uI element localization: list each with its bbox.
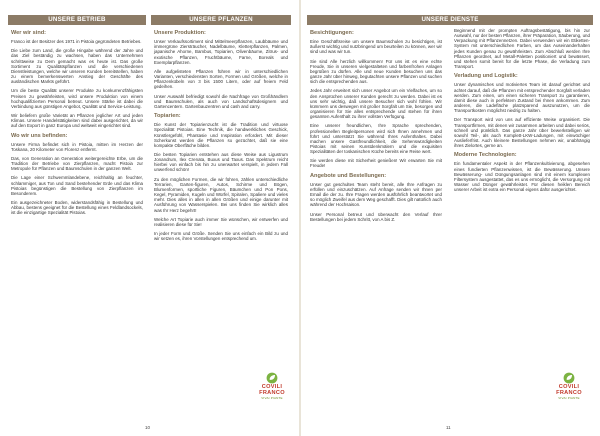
paragraph: Unser gut geschultes Team steht bereit, alle Ihre Anfragen zu erfüllen und einzuschätzen. Auf Anfrage senden wir Ihnen per Email die der zu. Ihre Fragen werden ausführlich beantwortet und so möglich Zweifel aus dem Weg geschafft. Dies gilt natürlich auch während der Hochsaison. [310,181,442,208]
column-body [307,25,445,222]
paragraph: Unser Auswahl befriedigt sowohl die Nachfrage von Großhändlern und Baumschulen, als auch von Landschaftsdesignern und Gartencentern. Gartenbauzentren und cash and carry. [154,93,288,109]
logo-brand-line2: FRANCO [556,390,582,396]
paragraph: Das, von Generation an Generation weitergereichte Erbe, um die Tradition der Betriebe von Zierpflanzen, macht Pistoia zur Metropole für Pflanzen und Baumschulen in der ganzen Welt. [11,155,143,172]
page-number: 10 [145,425,151,430]
paragraph: Unser Personal betreut und überwacht den Verlauf Ihrer Bestellungen bei jedem Schritt, von A bis Z. [310,211,442,222]
column-body [451,25,593,192]
paragraph: Unser dynamisches und motiviertes Team ist darauf gerichtet und achtet darauf, daß die Pflanzen mit entsprechender Sorgfalt verladen werden. Zum einen, um einen sicheren Transport zu garantieren, damit diese auch in perfektem Zustand bei Ihnen ankommen. Zum anderen, die Ladefläche platzsparend auszunutzen, um die Transportkosten möglichst niedrig zu halten. [454,82,590,114]
leaf-logo-icon [563,372,575,384]
paragraph: Wir beliefern große Varietät an Pflanzen jeglicher Art und jeden Klimas. Unsere Handelstätigkeiten sind dabei ausgerichtet, da wir auf den Export in ganz Europa und weltweit eingerichtet sind. [11,113,143,129]
paragraph: Um die beste Qualität unserer Produkte zu konkurrenzfähigsten Preisen zu gewährleisten, wird unsere Produktion von einem hochqualifizierten Personal betreut. Unsere Stärke ist dabei die Verbindung aus günstigen Angebot, Qualität und Service-Leistung. [11,88,143,109]
paragraph: Sie werden diese mit Sicherheit genießen! Wir erwarten Sie mit Freude! [310,158,442,169]
paragraph: Sie sind Alle herzlich willkommen! Für uns ist es eine echte Freude, Sie in unseren vielgestalteten und farbenfrohen Anlagen begrüßen zu dürfen. Alle und neue Kunden besuchen uns das ganze Jahr über hinweg, begutachten unsere Pflanzen und suchen sich die entsprechenden aus. [310,58,442,85]
section-title-betrieb: UNSERE BETRIEB [8,15,146,25]
column-body [151,25,291,241]
paragraph: Welche Art Topiarie auch immer Sie wünschen, wir entwerfen und realisieren diese für Sie! [154,216,288,227]
column-dienste-right [451,25,593,196]
leaf-logo-icon [266,372,278,384]
left-page [0,0,299,436]
page-number: 11 [446,425,451,430]
paragraph: In jeder Form und Größe. Senden Sie uns einfach ein Bild zu und wir setzen es, ihren Vorstellungen entsprechend um. [154,231,288,242]
paragraph: Die Kunst der Topiarienzucht ist die Tradition und virtuose Spezialität Pistoias. Eine Technik, die handwerkliches Geschick, Künstlergefühl, Phantasie und Inspiration erfordert. Mit dieser Scherkunst werden die Pflanzen so gezüchtet, daß sie eine kompakte Oberfläche bilden. [154,122,288,148]
column-dienste-left [307,25,445,226]
paragraph: Die besten Topiarien entstehen aus diese Weise aus Ligustrum Jonandrum, Ilex Crenata, Buxus und Taxus. Das Spektrum reicht hierbei von einfach bis hin zu unerwartet verspielt, in jedem Fall unwerfend schön! [154,151,288,173]
logo-subtitle: VIVAI PIANTE [558,396,580,400]
paragraph: Beginnend mit der prompten Auftragsbestätigung, bis hin zur Auswahl, nur der besten Pflanzen, ihrer Präparation, Säuberung, und Verpackung mit Pflanzennetzen. Dabei verwenden wir ein Etiketten-System mit unterschiedlichen Farben, um das Auseinanderhalten jedes Kunden genau zu gewährleisten. Zum Abschluß werden Ihre Pflanzen geordnet, auf Metall-Paletten positioniert und bewässert, und stehen somit bereit für die letzte Phase, die Verladung zum Transport. [454,28,590,70]
paragraph: Alle aufgelisteten Pflanzen führen wir in unterschiedlichen Varianten, verschiedensten Sorten, Formen und Größen, welche in Pflanzenkübeln von 3 bis 1500 Litern, oder auf freiem Feld gedeihen. [154,68,288,90]
logo-subtitle: VIVAI PIANTE [261,396,283,400]
logo-brand-line2: FRANCO [259,390,285,396]
section-heading: Verladung und Logistik: [454,73,518,80]
section-heading: Unsere Produktion: [154,30,206,36]
paragraph: Die Liebe zum Land, die große Hingabe während der Jahre und das Ziel beständig zu wachsen, haben das Unternehmen schrittweise zu Dem gemacht was es heute ist. Das große Sortiment zu Qualitätspflanzen und die verschiedenen Dienstleistungen, welche wir unseren Kunden bereitstellen, haben zu einem bemerkenswerten Anstieg der Geschäfte des ausländischen Markts geführt. [11,48,143,85]
section-heading: Moderne Technologien: [454,152,517,159]
paragraph: Der Transport wird von uns auf effiziente Weise organisiert. Die Transportfirmen, mit denen wir zusammen arbeiten und dabei seriös, schnell und pünktlich. Das ganze Jahr über bewerkstelligen wir sowohl Teil-, als auch Komplett-LKW-Ladungen, mit einwöchiger Auslieferfrist. Auch kleinere Bestellungen nehmen wir, unabhängig ihres Zielortes, gerne an. [454,117,590,149]
paragraph: Ein ausgezeichneter Boden, widerstandsfähig in Bestellung und Abbau, bestens geeignet für die Bestellung eines Feldlandsockels, ist die einzigartige Spezialität Pistoias. [11,200,143,216]
company-logo [252,372,292,400]
company-logo [549,372,589,400]
column-unsere-betrieb [8,15,146,220]
section-title-pflanzen: UNSERE PFLANZEN [151,15,291,25]
section-heading: Topiarien: [154,113,181,120]
paragraph: Unser Verkaufssortiment sind Mittelmeerpflanzen, Laubbäume und immergrüne Ziersträucher, Nadelbäume, Kletterpflanzen, Palmen, japanische Ahorne, Bambus, Topiarien, Olivenbäume, Zitrus- und exotische Pflanzen, Fruchtbäume, Farne, Boreals und Exemplarpflanzen. [154,39,288,65]
paragraph: Die Lage einer Schwemmlandebene, reichhaltig an feuchter, schlammiger, aus Ton und Sand bestehender Erde und das Klima Pistoias begünstigen die Bestellung von Zierpflanzen im Besonderem. [11,175,143,196]
logo-brand-line1: COVILI [558,384,580,390]
paragraph: Eine Geschäftsreise um unsere Baumschulen zu besichtigen, ist äußerst wichtig und nutzbringend um beurteilen zu können, wer wir sind und was wir tun. [310,39,442,55]
paragraph: Zu den möglichen Formen, die wir führen, zählen unterschiedliche Terrarien, Garten-figuren, Autos, Schirme und Bögen, Blumenformen, sportliche Figuren, Bäumchen und Pon Pons, Kegel, Pyramiden, Kugeln und Würfel, Spiralen, Spaliere und vieles mehr. Dies alles in allen in allen Größen und einige darunter mit Ausführung von Wasserspielen. Bei uns finden Sie wirklich alles was Ihr Herz begehrt! [154,176,288,213]
dienste-header [307,15,593,25]
paragraph: Ein fundamentaler Aspekt in der Pflanzenkultivierung, abgesehen eines fundierten Pflanzenwissen, ist die Bewässerung. Unsere Bewässerung- und Düngungsanlagen sind mit einem komplexen Filtersystem ausgestattet, das es uns ermöglicht, die Versorgung mit Wasser und Dünger gewährleistet. Für diesen heiklen Bereich unserer Arbeit ist extra ein Personal eigens dafür ausgerichtet. [454,161,590,193]
paragraph: Jedes Jahr erweitert sich unser Angebot um ein Vielfaches, um so den Ansprüchen unserer Kunden gerecht zu werden. Dabei ist es uns sehr wichtig, daß unsere Besucher sich wohl fühlen. Wir kümmern uns deswegen mit großer Sorgfalt um Sie, besorgen und organisieren für Sie alles entsprechende und stehen für ihren gesamten Aufenthalt zu ihrer vollsten Verfügung. [310,88,442,120]
right-page [301,0,600,436]
paragraph: Franco ist der Besitzer des 1971 in Pistoia gegründeten Betriebes. [11,39,142,45]
paragraph: Unsere Firma befindet sich in Pistoia, mitten im Herzen der Toskana, 20 Kilometer von Florenz entfernt. [11,141,143,152]
section-heading: Besichtigungen: [310,30,354,36]
section-heading: Wo wir uns befinden: [11,132,68,139]
section-title-dienste: UNSERE DIENSTE [307,15,593,25]
logo-brand-line1: COVILI [261,384,283,390]
section-heading: Angebote und Bestellungen: [310,172,387,179]
column-body [8,25,146,216]
column-unsere-pflanzen [151,15,291,245]
section-heading: Wer wir sind: [11,30,47,36]
paragraph: Eine unserer freundlichen, Ihre Sprache sprechenden, professionellen Begleitpersonen wird sich Ihnen annehmen und führt und unterstützt Sie während Ihres Aufenthaltes. Dabei machen unsere Gastfreundlichkeit, die Sehenswürdigkeiten Pistoias mit seinen Kunstdenkmälern und die exquisiten Spezialitäten der toskanischen Küche bereits eine Reise wert. [310,123,442,155]
